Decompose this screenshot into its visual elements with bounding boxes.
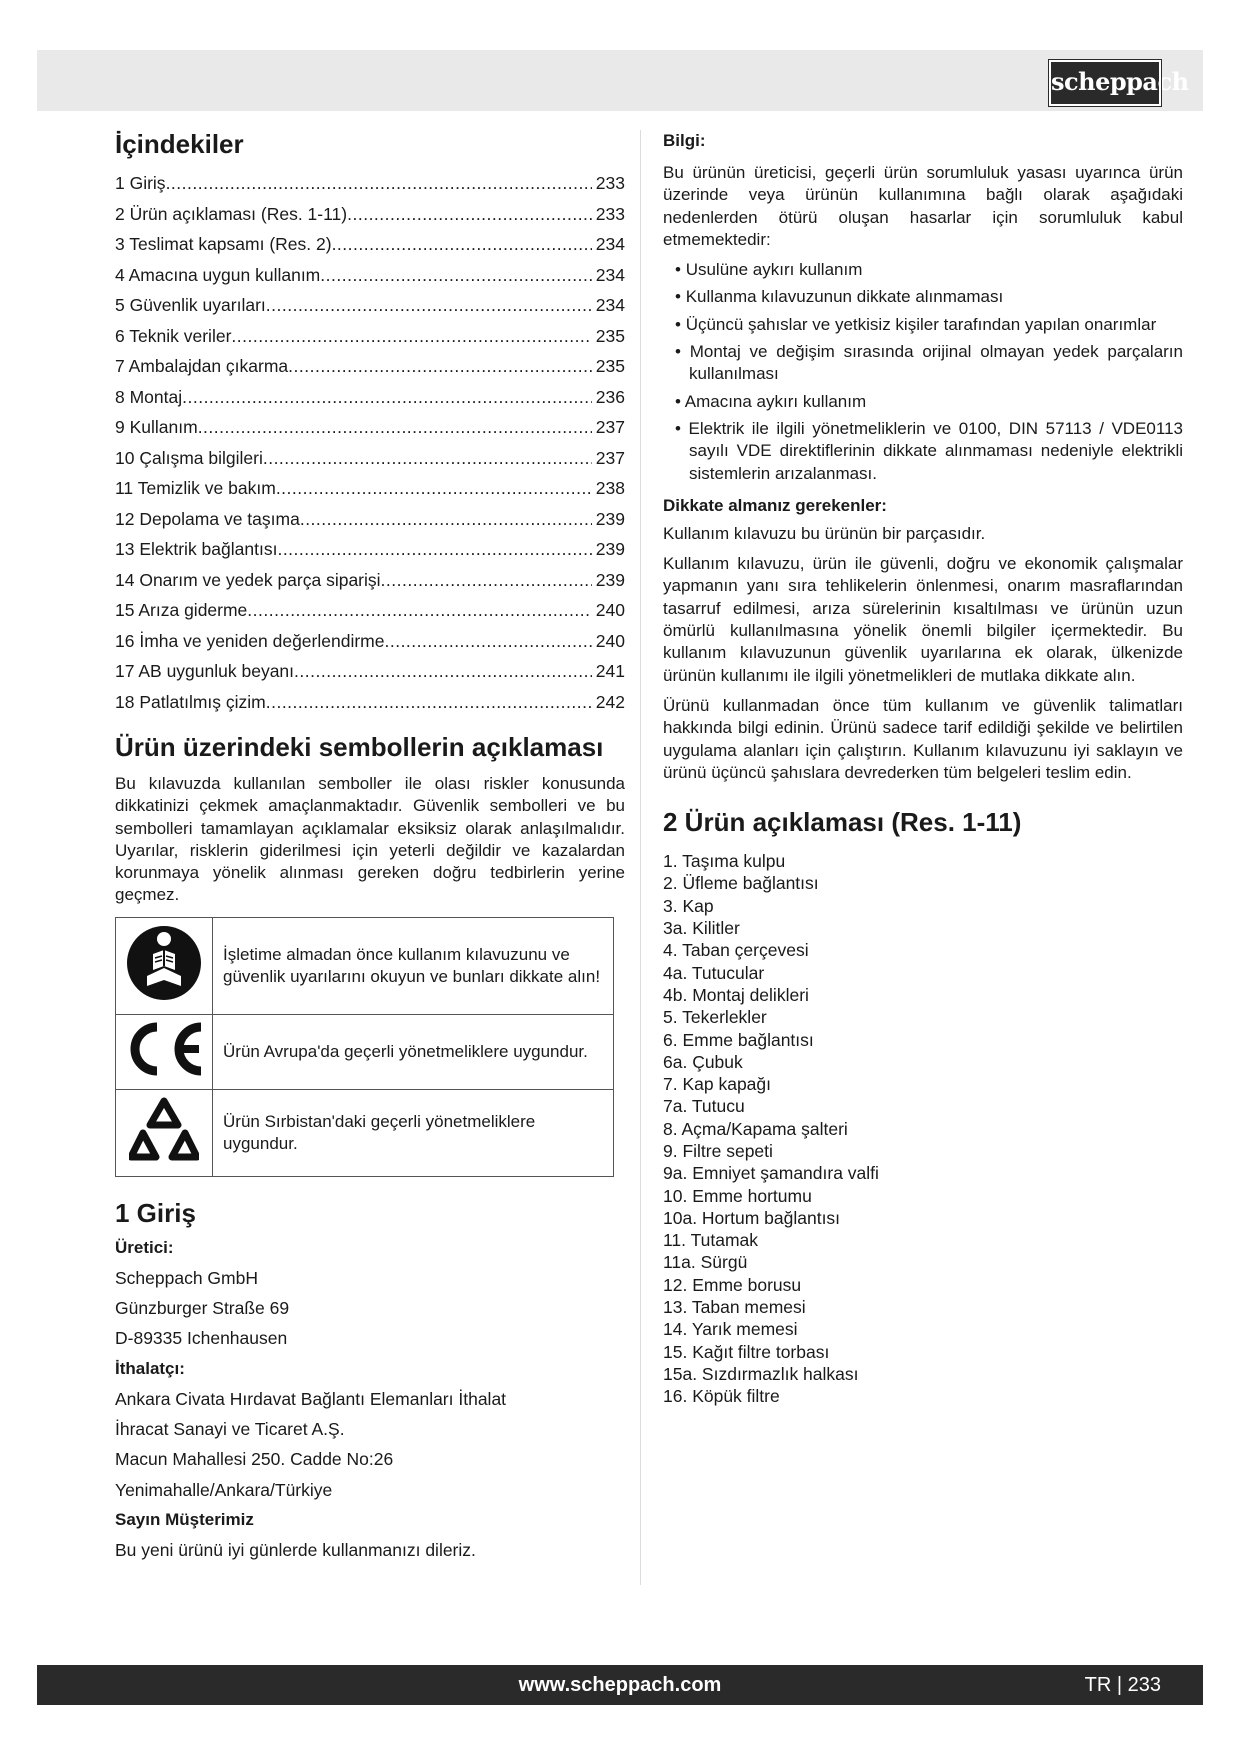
- toc-entry[interactable]: [115, 504, 625, 535]
- part-item: 10. Emme hortumu: [663, 1185, 812, 1206]
- toc-entry-page: 235: [595, 356, 625, 376]
- toc-entry-title: 7 Ambalajdan çıkarma: [115, 356, 289, 376]
- toc-entry-page: 239: [595, 508, 625, 529]
- part-item: 15a. Sızdırmazlık halkası: [663, 1363, 859, 1384]
- toc-entry[interactable]: [115, 687, 625, 718]
- right-column: [663, 128, 1183, 1408]
- attention-paragraph: Kullanım kılavuzu, ürün ile güvenli, doğru ve ekonomik çalışmalar yapmanın yanı sıra tehlikelerin önlenmesi, onarım masraflarından tasarruf edilmesi, arıza sürelerinin kısaltılması ve ürünün uzun ömürlü kullanılmasına yönelik önemli bilgiler içermektedir. Bu kullanım kılavuzunun güvenlik uyarılarına ek olarak, ülkenizde ürünün kullanımı ile ilgili yönetmelikleri de mutlaka dikkate alın.: [663, 554, 1183, 685]
- list-item-text: Üçüncü şahıslar ve yetkisiz kişiler tarafından yapılan onarımlar: [685, 314, 1157, 334]
- list-item: • Usulüne aykırı kullanım: [675, 260, 863, 280]
- toc-entry[interactable]: [115, 199, 625, 230]
- part-item: 6. Emme bağlantısı: [663, 1029, 814, 1050]
- importer-line: Yenimahalle/Ankara/Türkiye: [115, 1479, 333, 1500]
- toc-entry-title: 9 Kullanım: [115, 417, 198, 437]
- toc-leader-dots: [294, 656, 592, 687]
- parts-list: [663, 850, 1183, 1407]
- left-column: [115, 128, 625, 1565]
- brand-logo: scheppach: [1049, 60, 1161, 106]
- toc-entry[interactable]: [115, 229, 625, 260]
- part-item: 2. Üfleme bağlantısı: [663, 873, 819, 894]
- symbols-table: [115, 917, 614, 1177]
- list-item: • Elektrik ile ilgili yönetmeliklerin ve 0100, DIN 57113 / VDE0113 sayılı VDE direktiflerinin dikkate alınmaması nedeniyle elektrikli sistemlerin arızalanması.: [675, 418, 1183, 483]
- toc-entry-title: 15 Arıza giderme: [115, 600, 248, 620]
- toc-leader-dots: [332, 229, 592, 260]
- attention-paragraph: Kullanım kılavuzu bu ürünün bir parçasıdır.: [663, 523, 986, 543]
- toc-entry[interactable]: [115, 290, 625, 321]
- part-item: 13. Taban memesi: [663, 1297, 806, 1318]
- toc-entry-title: 14 Onarım ve yedek parça siparişi: [115, 569, 381, 590]
- toc-entry[interactable]: [115, 168, 625, 199]
- symbols-title: Ürün üzerindeki sembollerin açıklaması: [115, 732, 604, 762]
- toc-entry-page: 240: [595, 630, 625, 651]
- part-item: 11. Tutamak: [663, 1230, 759, 1251]
- toc-entry-page: 233: [595, 203, 625, 224]
- info-label: Bilgi:: [663, 131, 706, 150]
- toc-entry-title: 10 Çalışma bilgileri: [115, 447, 263, 468]
- list-item-text: Usulüne aykırı kullanım: [685, 260, 863, 280]
- toc-entry[interactable]: [115, 443, 625, 474]
- part-item: 10a. Hortum bağlantısı: [663, 1207, 841, 1228]
- toc-leader-dots: [182, 382, 592, 413]
- toc-entry-page: 233: [595, 173, 625, 193]
- part-item: 16. Köpük filtre: [663, 1386, 780, 1407]
- part-item: 3a. Kilitler: [663, 918, 740, 939]
- toc-leader-dots: [166, 168, 592, 199]
- part-item: 4b. Montaj delikleri: [663, 984, 809, 1005]
- toc-entry[interactable]: [115, 351, 625, 382]
- toc-entry-page: 236: [595, 386, 625, 407]
- toc-entry-title: 12 Depolama ve taşıma: [115, 508, 300, 529]
- toc-leader-dots: [300, 504, 592, 535]
- symbol-text: Ürün Avrupa'da geçerli yönetmeliklere uygundur.: [213, 1014, 614, 1089]
- toc-entry-page: 234: [595, 264, 625, 285]
- part-item: 12. Emme borusu: [663, 1274, 802, 1295]
- page-footer: [37, 1665, 1203, 1705]
- serbia-conformity-icon: [129, 1148, 199, 1167]
- list-item: • Amacına aykırı kullanım: [675, 391, 867, 411]
- toc-entry-title: 11 Temizlik ve bakım: [115, 478, 276, 498]
- page-number: TR | 233: [1084, 1674, 1161, 1696]
- toc-leader-dots: [320, 260, 592, 291]
- toc-leader-dots: [277, 534, 591, 565]
- importer-label: İthalatçı:: [115, 1358, 185, 1378]
- toc-entry-title: 4 Amacına uygun kullanım: [115, 264, 321, 285]
- list-item-text: Amacına aykırı kullanım: [684, 391, 867, 411]
- list-item: • Kullanma kılavuzunun dikkate alınmaması: [675, 287, 1004, 307]
- toc-entry-page: 239: [595, 569, 625, 590]
- table-of-contents: [115, 168, 625, 717]
- toc-title: İçindekiler: [115, 129, 244, 159]
- symbol-row: [116, 1089, 614, 1176]
- toc-entry-page: 239: [595, 539, 625, 559]
- toc-entry[interactable]: [115, 595, 625, 626]
- toc-leader-dots: [384, 626, 591, 657]
- toc-leader-dots: [247, 595, 592, 626]
- toc-entry-page: 240: [595, 600, 625, 620]
- toc-leader-dots: [263, 443, 592, 474]
- toc-leader-dots: [266, 687, 592, 718]
- manufacturer-line: Günzburger Straße 69: [115, 1298, 290, 1319]
- toc-entry-page: 238: [595, 478, 625, 498]
- part-item: 7. Kap kapağı: [663, 1074, 771, 1095]
- symbol-text: İşletime almadan önce kullanım kılavuzunu ve güvenlik uyarılarını okuyun ve bunları dikkate alın!: [213, 917, 614, 1014]
- manufacturer-label: Üretici:: [115, 1237, 174, 1257]
- part-item: 6a. Çubuk: [663, 1051, 743, 1072]
- toc-leader-dots: [288, 351, 592, 382]
- toc-entry-page: 234: [595, 234, 625, 254]
- toc-entry-title: 3 Teslimat kapsamı (Res. 2): [115, 234, 332, 254]
- toc-entry-title: 1 Giriş: [115, 173, 166, 193]
- manufacturer-line: Scheppach GmbH: [115, 1267, 258, 1288]
- part-item: 9. Filtre sepeti: [663, 1140, 773, 1161]
- list-item-text: Elektrik ile ilgili yönetmeliklerin ve 0100, DIN 57113 / VDE0113 sayılı VDE direktiflerinin dikkate alınmaması nedeniyle elektrikli sistemlerin arızalanması.: [688, 418, 1183, 483]
- toc-entry-page: 237: [595, 447, 625, 468]
- toc-entry-title: 8 Montaj: [115, 386, 183, 407]
- list-item: • Montaj ve değişim sırasında orijinal olmayan yedek parçaların kullanılması: [675, 342, 1183, 384]
- page-header: [37, 50, 1203, 111]
- toc-leader-dots: [381, 565, 592, 596]
- part-item: 11a. Sürgü: [663, 1252, 748, 1273]
- part-item: 15. Kağıt filtre torbası: [663, 1341, 830, 1362]
- list-item-text: Montaj ve değişim sırasında orijinal olmayan yedek parçaların kullanılması: [689, 342, 1183, 384]
- part-item: 7a. Tutucu: [663, 1096, 745, 1117]
- part-item: 14. Yarık memesi: [663, 1319, 798, 1340]
- website-link[interactable]: www.scheppach.com: [518, 1674, 722, 1696]
- toc-entry[interactable]: [115, 656, 625, 687]
- symbol-text: Ürün Sırbistan'daki geçerli yönetmeliklere uygundur.: [213, 1089, 614, 1176]
- list-item: • Üçüncü şahıslar ve yetkisiz kişiler tarafından yapılan onarımlar: [675, 314, 1157, 334]
- importer-line: Macun Mahallesi 250. Cadde No:26: [115, 1449, 394, 1470]
- description-title: 2 Ürün açıklaması (Res. 1-11): [663, 807, 1022, 838]
- toc-leader-dots: [276, 473, 592, 504]
- part-item: 5. Tekerlekler: [663, 1007, 767, 1028]
- toc-entry-title: 6 Teknik veriler: [115, 325, 232, 346]
- part-item: 3. Kap: [663, 895, 714, 916]
- attention-label: Dikkate almanız gerekenler:: [663, 495, 887, 515]
- liability-exclusions-list: [663, 259, 1183, 485]
- symbol-row: [116, 1014, 614, 1089]
- part-item: 4a. Tutucular: [663, 962, 765, 983]
- part-item: 8. Açma/Kapama şalteri: [663, 1118, 848, 1139]
- importer-line: İhracat Sanayi ve Ticaret A.Ş.: [115, 1418, 345, 1439]
- read-manual-icon: [125, 987, 203, 1006]
- info-text: Bu ürünün üreticisi, geçerli ürün sorumluluk yasası uyarınca ürün üzerinde veya ürünün kullanımına bağlı olarak aşağıdaki nedenlerden ötürü oluşan hasarlar için sorumluluk kabul etmemektedir:: [663, 163, 1183, 249]
- toc-leader-dots: [231, 321, 591, 352]
- part-item: 4. Taban çerçevesi: [663, 940, 809, 961]
- customer-text: Bu yeni ürünü iyi günlerde kullanmanızı dileriz.: [115, 1539, 476, 1560]
- toc-entry-title: 13 Elektrik bağlantısı: [115, 539, 278, 559]
- toc-entry[interactable]: [115, 412, 625, 443]
- toc-entry[interactable]: [115, 382, 625, 413]
- ce-mark-icon: [121, 1064, 207, 1083]
- toc-entry[interactable]: [115, 321, 625, 352]
- part-item: 9a. Emniyet şamandıra valfi: [663, 1163, 879, 1184]
- toc-entry-page: 234: [595, 295, 625, 315]
- toc-entry[interactable]: [115, 626, 625, 657]
- attention-paragraph: Ürünü kullanmadan önce tüm kullanım ve güvenlik talimatları hakkında bilgi edinin. Ürünü sadece tarif edildiği şekilde ve belirtilen uygulama alanları için çalıştırın. Kullanım kılavuzunu iyi saklayın ve ürünü üçüncü şahıslara devrederken tüm belgeleri teslim edin.: [663, 695, 1183, 782]
- toc-entry-title: 5 Güvenlik uyarıları: [115, 295, 266, 315]
- toc-entry-title: 16 İmha ve yeniden değerlendirme: [115, 630, 385, 651]
- toc-leader-dots: [347, 199, 592, 230]
- toc-entry-page: 235: [595, 325, 625, 346]
- toc-entry-title: 2 Ürün açıklaması (Res. 1-11): [115, 203, 348, 224]
- intro-title: 1 Giriş: [115, 1197, 196, 1228]
- list-item-text: Kullanma kılavuzunun dikkate alınmaması: [685, 287, 1004, 307]
- column-divider: [640, 130, 641, 1585]
- customer-label: Sayın Müşterimiz: [115, 1509, 254, 1529]
- toc-entry[interactable]: [115, 260, 625, 291]
- toc-entry-page: 241: [595, 661, 625, 681]
- toc-entry-page: 242: [595, 691, 625, 712]
- toc-entry-title: 18 Patlatılmış çizim: [115, 691, 266, 712]
- importer-line: Ankara Civata Hırdavat Bağlantı Elemanları İthalat: [115, 1388, 507, 1409]
- toc-entry[interactable]: [115, 473, 625, 504]
- toc-entry-page: 237: [595, 417, 625, 437]
- manufacturer-line: D-89335 Ichenhausen: [115, 1328, 288, 1349]
- part-item: 1. Taşıma kulpu: [663, 851, 786, 872]
- toc-entry[interactable]: [115, 534, 625, 565]
- toc-leader-dots: [198, 412, 592, 443]
- toc-leader-dots: [266, 290, 592, 321]
- toc-entry-title: 17 AB uygunluk beyanı: [115, 661, 295, 681]
- symbol-row: [116, 917, 614, 1014]
- symbols-intro: Bu kılavuzda kullanılan semboller ile olası riskler konusunda dikkatinizi çekmek amaçlanmaktadır. Güvenlik sembolleri ve bu sembolleri tamamlayan açıklamalar eksiksiz olarak anlaşılmalıdır. Uyarılar, risklerin giderilmesi için yeterli değildir ve kazalardan korunmaya yönelik alınması gereken doğru tedbirlerin yerine geçmez.: [115, 774, 625, 905]
- toc-entry[interactable]: [115, 565, 625, 596]
